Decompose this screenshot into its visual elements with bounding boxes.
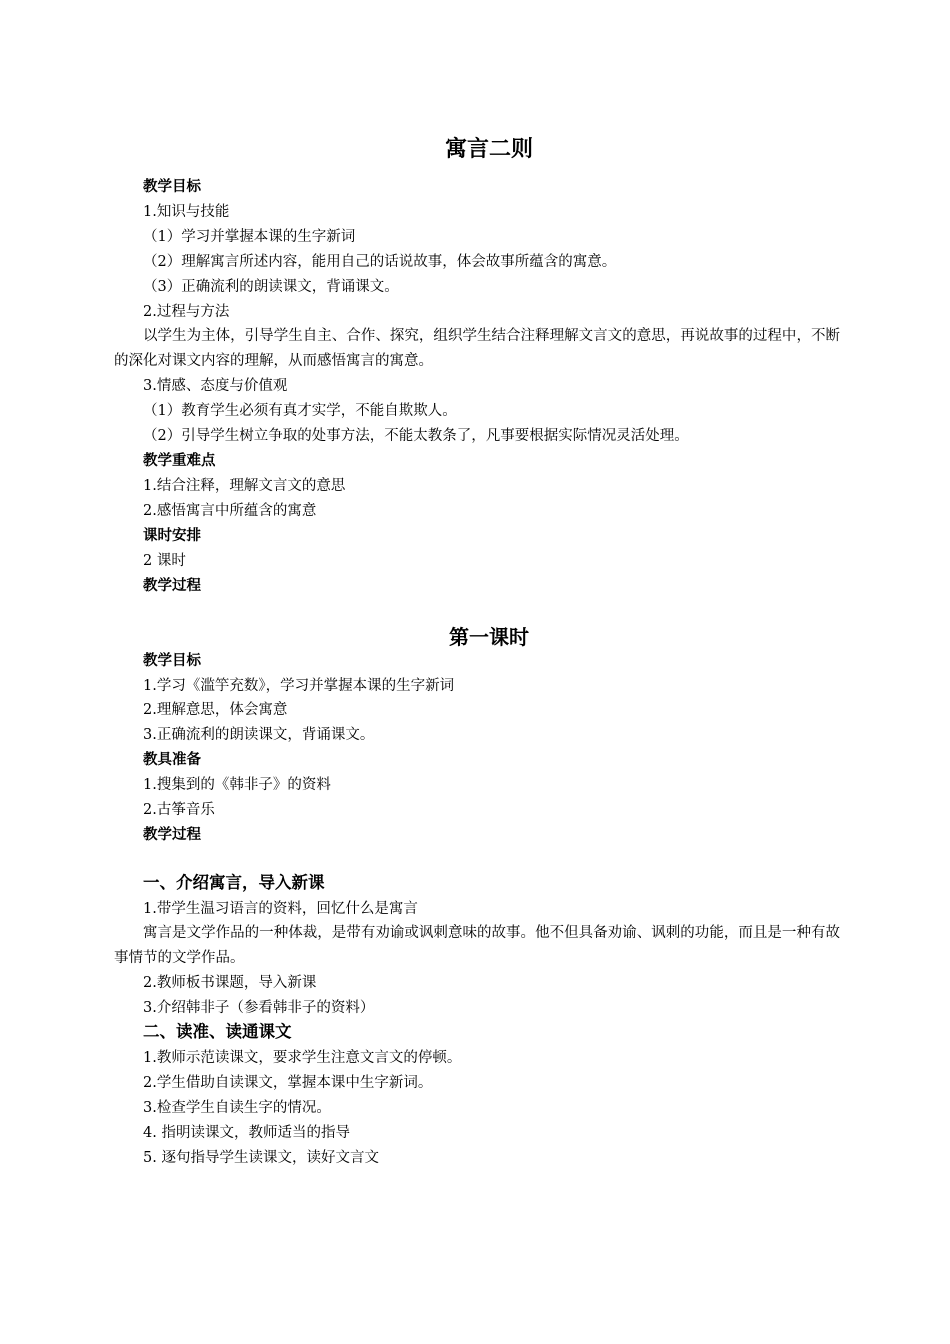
document-title: 寓言二则 — [444, 137, 533, 162]
goal-item: （3）正确流利的朗读课文，背诵课文。 — [143, 279, 399, 295]
key-point-item: 2.感悟寓言中所蕴含的寓意 — [143, 503, 317, 519]
section-2-item: 2.学生借助自读课文，掌握本课中生字新词。 — [143, 1075, 433, 1091]
material-item: 1.搜集到的《韩非子》的资料 — [143, 777, 331, 793]
section-2-item: 3.检查学生自读生字的情况。 — [143, 1100, 331, 1116]
goal-item: （2）理解寓言所述内容，能用自己的话说故事，体会故事所蕴含的寓意。 — [143, 254, 617, 270]
section-2-heading: 二、读准、读通课文 — [143, 1022, 292, 1041]
goal-item: （1）学习并掌握本课的生字新词 — [143, 229, 356, 245]
goal-item: （1）教育学生必须有真才实学，不能自欺欺人。 — [143, 403, 457, 419]
key-points-heading: 教学重难点 — [143, 453, 216, 469]
material-item: 2.古筝音乐 — [143, 802, 215, 818]
lesson-title: 第一课时 — [449, 625, 529, 649]
goal-item: （2）引导学生树立争取的处事方法，不能太教条了，凡事要根据实际情况灵活处理。 — [143, 428, 689, 444]
teaching-goals-heading: 教学目标 — [143, 179, 201, 195]
section-1-heading: 一、介绍寓言，导入新课 — [143, 873, 325, 892]
fable-definition-paragraph: 寓言是文学作品的一种体裁，是带有劝谕或讽刺意味的故事。他不但具备劝谕、讽刺的功能，而且是一种有故事情节的文学作品。 — [114, 925, 840, 966]
goal-process-method: 2.过程与方法 — [143, 304, 230, 320]
section-2-item: 1.教师示范读课文，要求学生注意文言文的停顿。 — [143, 1050, 462, 1066]
key-point-item: 1.结合注释，理解文言文的意思 — [143, 478, 346, 494]
lesson-process-heading: 教学过程 — [143, 827, 201, 843]
process-method-paragraph: 以学生为主体，引导学生自主、合作、探究，组织学生结合注释理解文言文的意思，再说故事的过程中，不断的深化对课文内容的理解，从而感悟寓言的寓意。 — [114, 328, 840, 369]
section-2-item: 4. 指明读课文，教师适当的指导 — [143, 1125, 350, 1141]
lesson-goal-item: 1.学习《滥竽充数》，学习并掌握本课的生字新词 — [143, 678, 455, 694]
section-1-item: 1.带学生温习语言的资料，回忆什么是寓言 — [143, 901, 418, 917]
goal-emotion-values: 3.情感、态度与价值观 — [143, 378, 288, 394]
section-1-item: 2.教师板书课题，导入新课 — [143, 975, 317, 991]
schedule-value: 2 课时 — [143, 553, 186, 569]
goal-knowledge-skills: 1.知识与技能 — [143, 204, 230, 220]
section-1-item: 3.介绍韩非子（参看韩非子的资料） — [143, 1000, 375, 1016]
process-heading: 教学过程 — [143, 578, 201, 594]
schedule-heading: 课时安排 — [143, 528, 201, 544]
section-2-item: 5. 逐句指导学生读课文，读好文言文 — [143, 1150, 379, 1166]
materials-heading: 教具准备 — [143, 752, 201, 768]
lesson-goal-item: 3.正确流利的朗读课文，背诵课文。 — [143, 727, 375, 743]
lesson-goal-item: 2.理解意思，体会寓意 — [143, 702, 288, 718]
lesson-goals-heading: 教学目标 — [143, 653, 201, 669]
